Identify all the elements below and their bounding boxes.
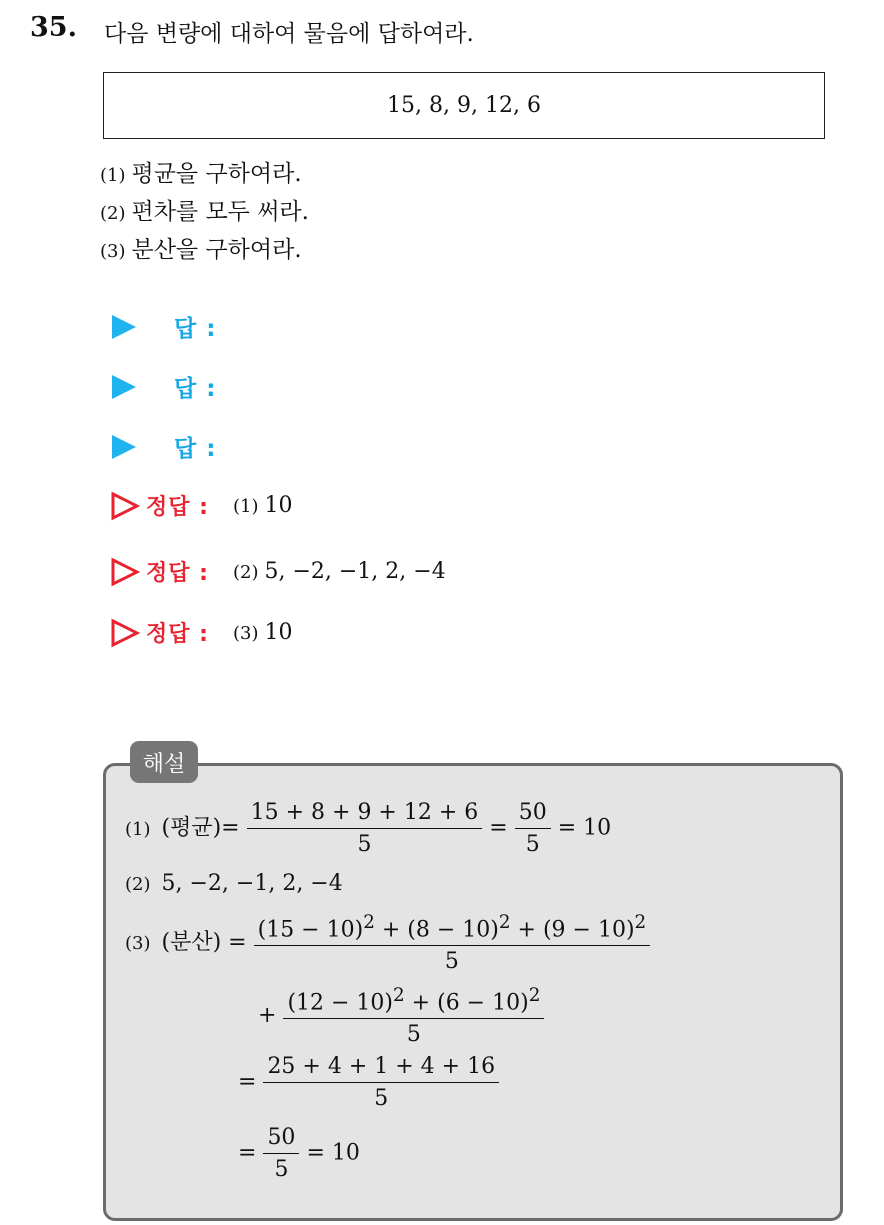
sub-question-text: 분산을 구하여라. <box>131 237 302 263</box>
question-text: 다음 변량에 대하여 물음에 답하여라. <box>104 21 474 47</box>
solution-line-3b <box>258 985 544 1047</box>
answer-number: (1) <box>232 496 259 517</box>
term: (12 − 10) <box>287 990 394 1016</box>
variance-fraction-2 <box>283 985 544 1047</box>
data-values: 15, 8, 9, 12, 6 <box>387 93 541 118</box>
variance-fraction-1 <box>254 912 651 974</box>
answer-label: 답 : <box>174 316 217 342</box>
variance-fraction-3 <box>263 1054 499 1111</box>
sub-question-text: 평균을 구하여라. <box>131 161 302 187</box>
solution-number: (3) <box>125 933 151 955</box>
sub-question-3 <box>100 231 302 264</box>
fraction-denominator: 5 <box>406 1022 421 1048</box>
answer-label: 답 : <box>174 436 217 462</box>
fraction-numerator: 15 + 8 + 9 + 12 + 6 <box>247 800 483 829</box>
correct-answer-row-3 <box>110 617 292 648</box>
fraction-denominator: 5 <box>444 949 459 975</box>
exponent: 2 <box>528 985 541 1006</box>
play-triangle-icon <box>112 315 136 339</box>
fraction-denominator: 5 <box>525 832 540 857</box>
fraction-numerator: 25 + 4 + 1 + 4 + 16 <box>263 1054 499 1083</box>
equals-sign: = <box>238 1140 257 1166</box>
solution-line-1 <box>125 800 611 857</box>
solution-number: (1) <box>125 818 151 840</box>
exponent: 2 <box>363 912 375 933</box>
fraction-denominator: 5 <box>357 832 372 857</box>
mean-simplified-fraction <box>515 800 551 857</box>
exponent: 2 <box>393 985 405 1006</box>
term: + (8 − 10) <box>374 917 499 943</box>
sub-question-number: (1) <box>100 165 126 186</box>
answer-row-3 <box>112 430 216 463</box>
fraction-numerator <box>283 985 544 1019</box>
solution-line-2 <box>125 871 343 896</box>
sub-question-2 <box>100 193 309 226</box>
fraction-numerator: 50 <box>263 1125 299 1154</box>
solution-line-3d <box>238 1125 360 1182</box>
answer-text: 10 <box>264 620 293 645</box>
correct-answer-label: 정답 : <box>146 561 209 586</box>
exponent: 2 <box>634 912 647 933</box>
question-number: 35. <box>30 12 77 43</box>
equals-sign: = <box>489 815 508 841</box>
outline-triangle-icon <box>110 618 140 648</box>
outline-triangle-icon <box>110 491 140 521</box>
answer-number: (2) <box>232 562 259 583</box>
answer-label: 답 : <box>174 376 217 402</box>
fraction-numerator: 50 <box>515 800 551 829</box>
term: + (6 − 10) <box>404 990 529 1016</box>
term: + (9 − 10) <box>510 917 635 943</box>
answer-row-1 <box>112 310 216 343</box>
fraction-denominator: 5 <box>274 1157 289 1182</box>
outline-triangle-icon <box>110 557 140 587</box>
play-triangle-icon <box>112 435 136 459</box>
correct-answer-value <box>233 493 293 518</box>
play-triangle-icon <box>112 375 136 399</box>
answer-row-2 <box>112 370 216 403</box>
mean-fraction <box>247 800 483 857</box>
answer-number: (3) <box>232 623 259 644</box>
sub-question-number: (3) <box>100 241 126 262</box>
correct-answer-label: 정답 : <box>146 622 209 647</box>
correct-answer-value <box>233 559 446 584</box>
fraction-numerator <box>254 912 651 946</box>
answer-text: 10 <box>264 493 293 518</box>
term: (15 − 10) <box>257 917 364 943</box>
exponent: 2 <box>498 912 511 933</box>
answer-text: 5, −2, −1, 2, −4 <box>264 559 446 584</box>
solution-line-3 <box>125 912 650 974</box>
variance-result: = 10 <box>306 1140 360 1166</box>
sub-question-text: 편차를 모두 써라. <box>131 199 309 225</box>
data-values-box <box>103 72 825 139</box>
sub-question-1 <box>100 155 302 188</box>
mean-lhs: (평균)= <box>161 815 240 841</box>
correct-answer-value <box>233 620 293 645</box>
correct-answer-row-2 <box>110 556 446 587</box>
variance-fraction-4 <box>263 1125 299 1182</box>
sub-question-number: (2) <box>100 203 126 224</box>
solution-number: (2) <box>125 874 151 895</box>
correct-answer-label: 정답 : <box>146 495 209 520</box>
solution-line-3c <box>238 1054 499 1111</box>
variance-lhs: (분산) = <box>161 930 247 956</box>
deviation-values: 5, −2, −1, 2, −4 <box>161 871 343 896</box>
equals-sign: = <box>238 1069 257 1095</box>
fraction-denominator: 5 <box>374 1086 389 1111</box>
mean-result: = 10 <box>557 815 612 841</box>
plus-sign: + <box>258 1003 277 1029</box>
solution-tab: 해설 <box>130 741 198 783</box>
correct-answer-row-1 <box>110 490 292 521</box>
